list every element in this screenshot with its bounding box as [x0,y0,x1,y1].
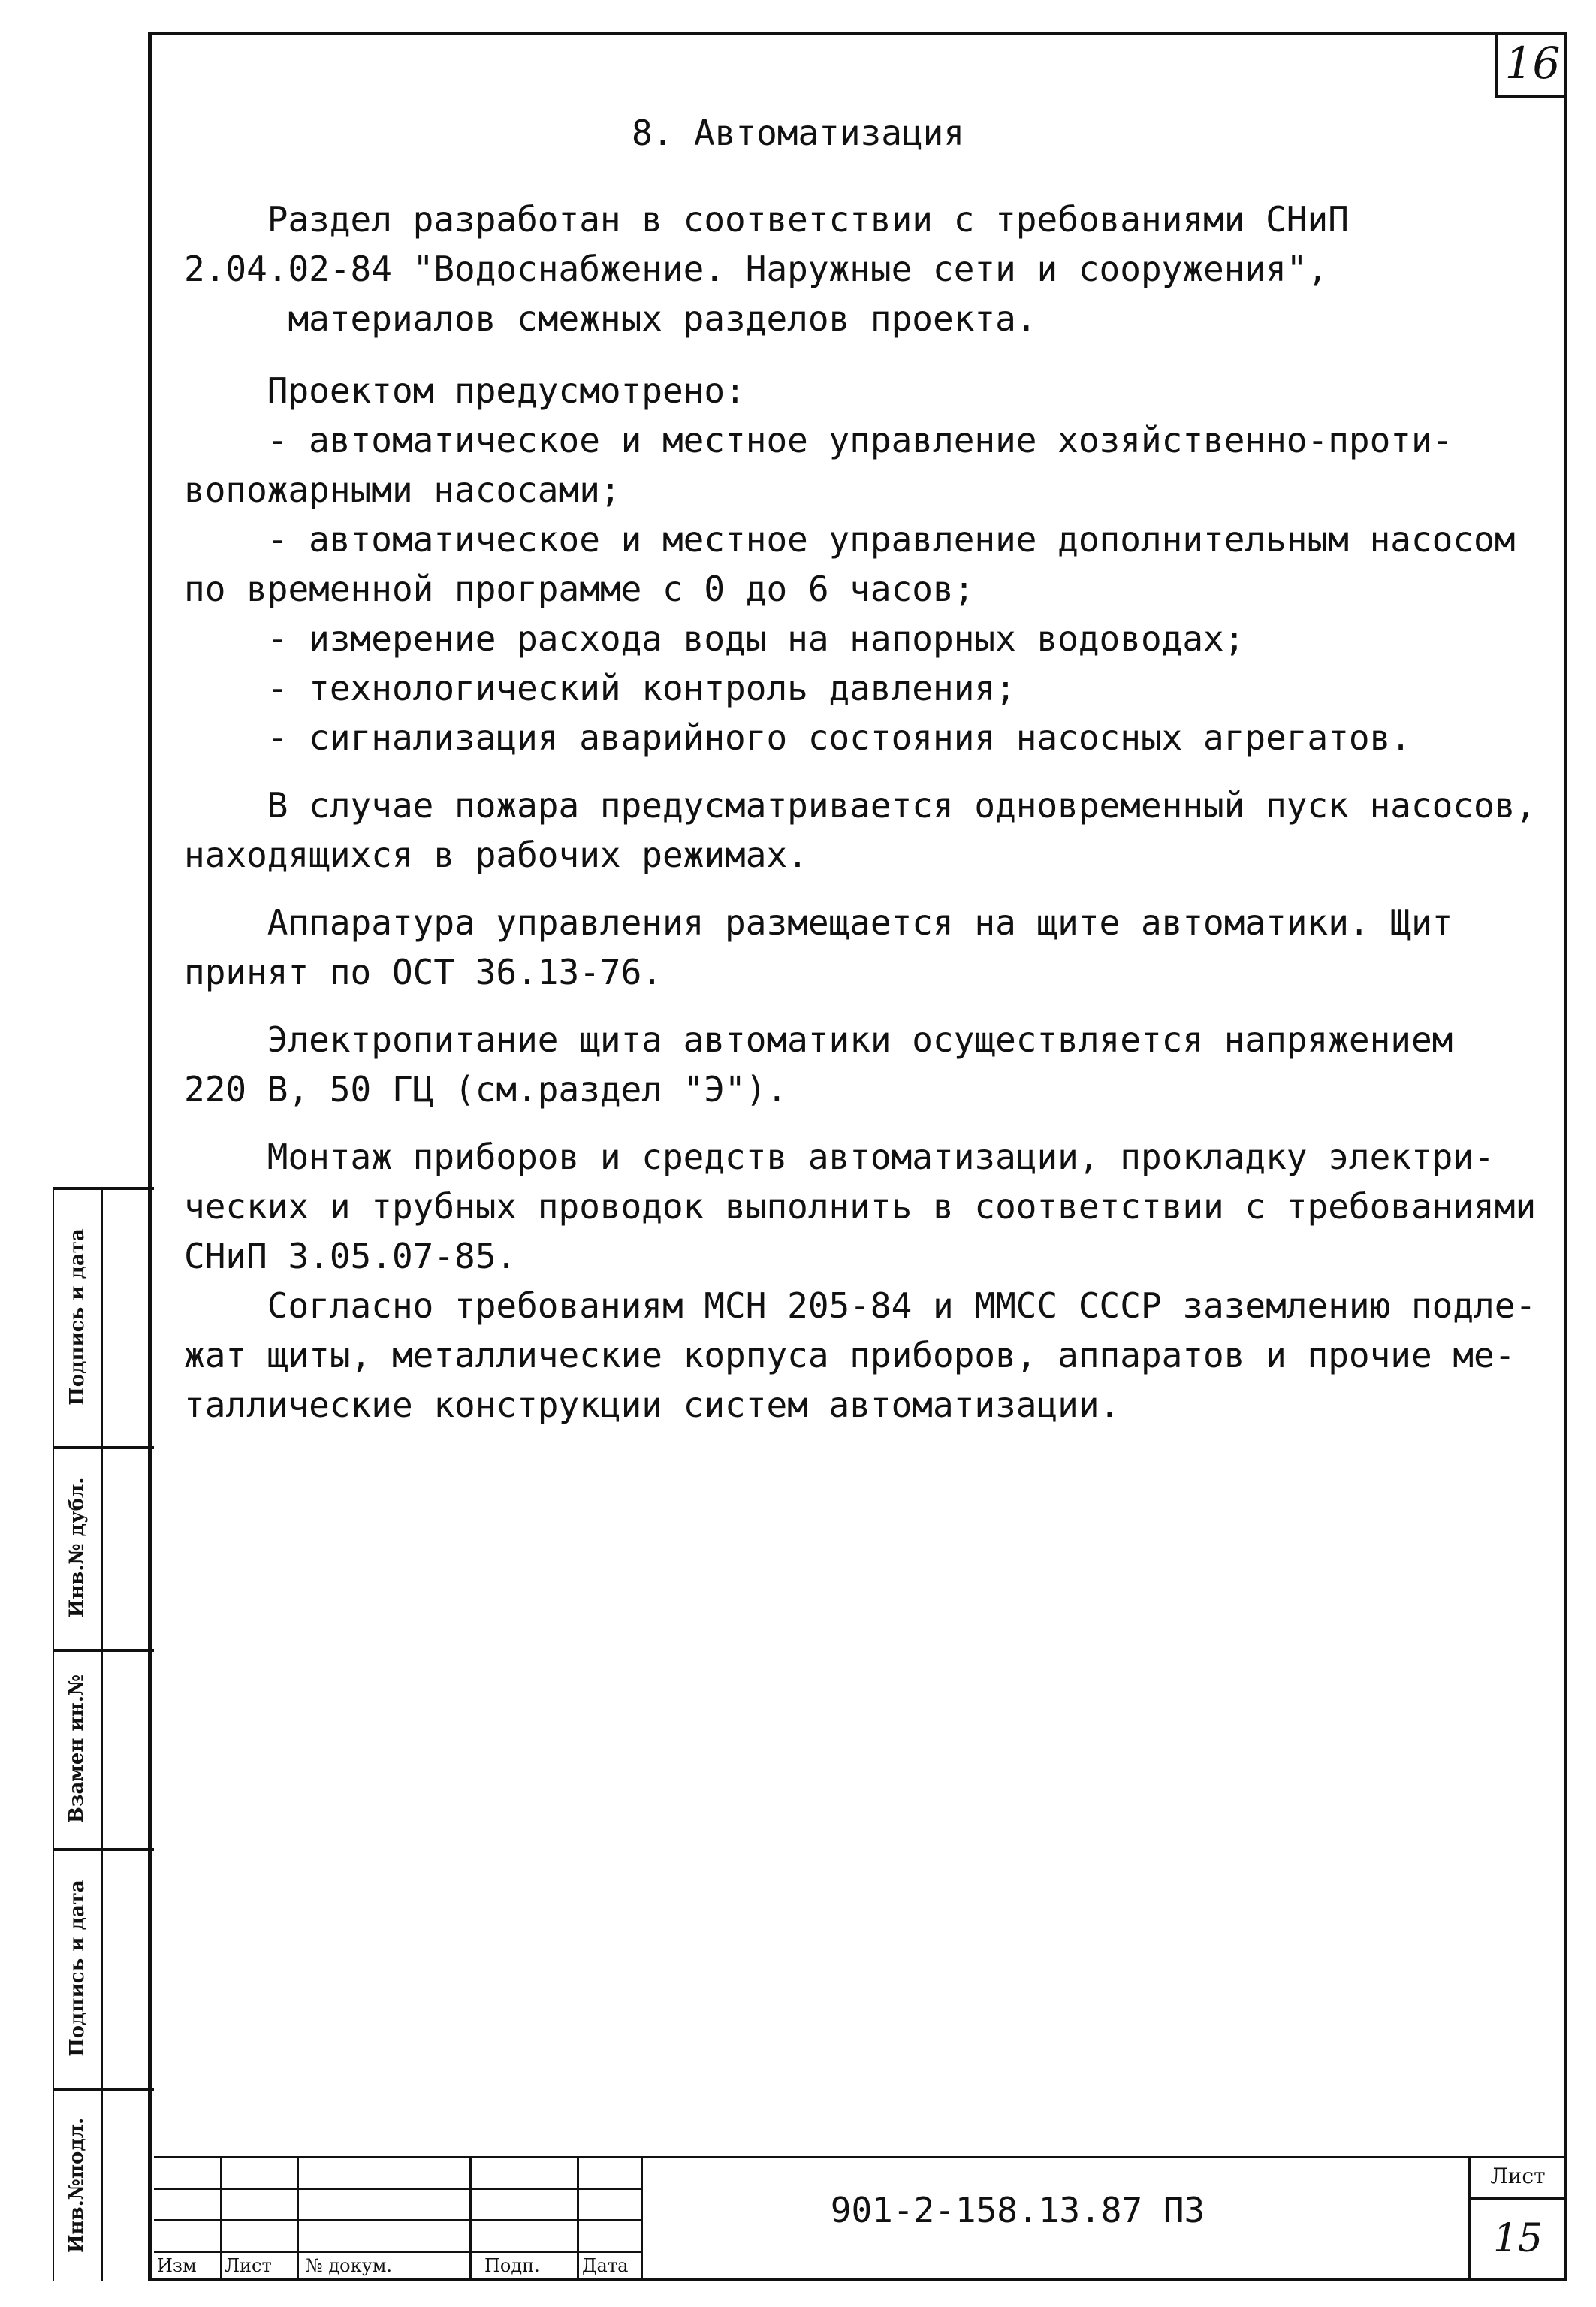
text-line: по временной программе с 0 до 6 часов; [184,569,975,609]
text-line: вопожарными насосами; [184,470,621,510]
side-label-replaced-inv: Взамен ин.№ [65,1674,89,1823]
text-line: В случае пожара предусматривается одновременный пуск насосов, [184,785,1537,826]
page-stamp: 16 [1495,32,1567,98]
text-line: Проектом предусмотрено: [184,370,746,411]
header-date: Дата [582,2255,629,2276]
text-line: находящихся в рабочих режимах. [184,835,808,875]
text-line: - сигнализация аварийного состояния насосных агрегатов. [184,717,1411,758]
text-line: Монтаж приборов и средств автоматизации, прокладку электри- [184,1137,1495,1177]
text-line: - технологический контроль давления; [184,668,1016,708]
header-sheet: Лист [225,2255,272,2276]
text-line: 2.04.02-84 "Водоснабжение. Наружные сети и сооружения", [184,249,1329,289]
text-line: СНиП 3.05.07-85. [184,1236,517,1276]
title-block [154,2156,1567,2281]
header-signature: Подп. [484,2255,540,2276]
text-line: ческих и трубных проводок выполнить в соответствии с требованиями [184,1186,1537,1227]
sheet-number: 15 [1492,2216,1543,2261]
margin-stamp-column [53,1187,154,2281]
text-line: принят по ОСТ 36.13-76. [184,952,662,992]
text-line: 220 В, 50 ГЦ (см.раздел "Э"). [184,1069,788,1110]
text-line: Раздел разработан в соответствии с требованиями СНиП [184,199,1349,240]
sheet-label: Лист [1490,2164,1546,2188]
side-label-duplicate-inv: Инв.№ дубл. [65,1477,89,1618]
side-label-signature-date-1: Подпись и дата [65,1227,89,1406]
document-designation: 901-2-158.13.87 ПЗ [830,2190,1205,2230]
text-line: материалов смежных разделов проекта. [184,298,1037,339]
header-document: № докум. [306,2255,392,2276]
text-line: Электропитание щита автоматики осуществляется напряжением [184,1019,1453,1060]
text-line: - автоматическое и местное управление хозяйственно-проти- [184,420,1453,460]
text-line: - автоматическое и местное управление дополнительным насосом [184,519,1516,560]
text-line: жат щиты, металлические корпуса приборов, аппаратов и прочие ме- [184,1335,1516,1375]
text-line: - измерение расхода воды на напорных водоводах; [184,618,1245,659]
side-label-original-inv: Инв.№подл. [65,2117,89,2253]
side-label-signature-date-2: Подпись и дата [65,1880,89,2057]
text-line: Согласно требованиям МСН 205-84 и ММСС СССР заземлению подле- [184,1285,1537,1326]
text-line: таллические конструкции систем автоматизации. [184,1385,1121,1425]
text-line: Аппаратура управления размещается на щите автоматики. Щит [184,902,1453,943]
section-title: 8. Автоматизация [631,113,965,153]
header-change: Изм [157,2255,197,2276]
